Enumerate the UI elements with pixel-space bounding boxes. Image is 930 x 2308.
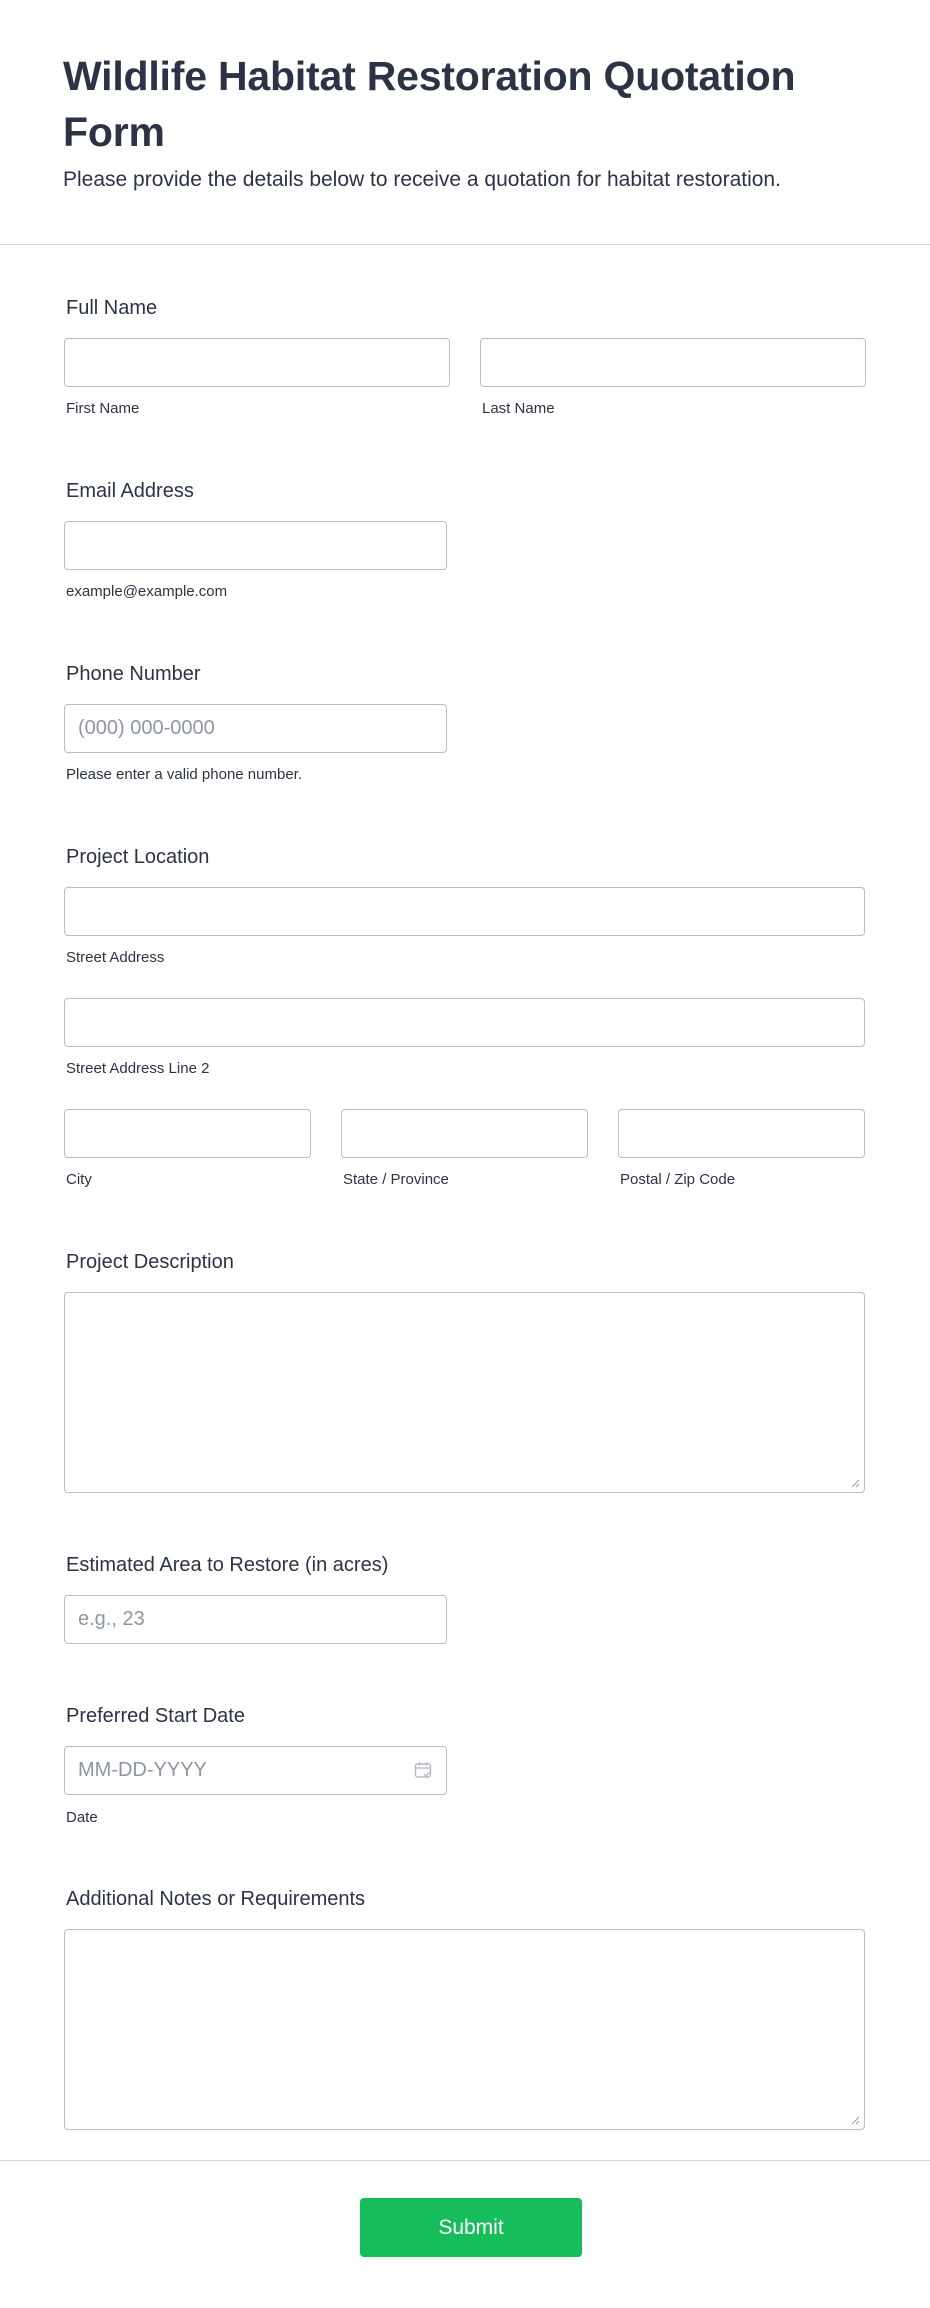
estimated-area-input[interactable] [64,1595,447,1644]
full-name-label: Full Name [66,297,158,319]
resize-grip-icon[interactable] [850,2115,860,2125]
start-date-label: Preferred Start Date [66,1705,245,1727]
calendar-icon[interactable] [413,1760,433,1780]
street-address-line2-input[interactable] [64,998,865,1047]
email-input[interactable] [64,521,447,570]
phone-sublabel: Please enter a valid phone number. [66,766,302,783]
project-description-textarea[interactable] [64,1292,865,1493]
postal-zip-sublabel: Postal / Zip Code [620,1171,736,1188]
form-header [0,0,930,245]
additional-notes-textarea[interactable] [64,1929,865,2130]
email-label: Email Address [66,480,194,502]
submit-button[interactable]: Submit [360,2198,582,2257]
last-name-input[interactable] [480,338,866,387]
first-name-input[interactable] [64,338,450,387]
state-province-input[interactable] [341,1109,588,1158]
city-sublabel: City [66,1171,92,1188]
start-date-input[interactable] [64,1746,447,1795]
phone-input[interactable] [64,704,447,753]
form-subtitle: Please provide the details below to receive a quotation for habitat restoration. [63,168,781,191]
postal-zip-input[interactable] [618,1109,865,1158]
footer-divider [0,2160,930,2161]
email-sublabel: example@example.com [66,583,228,600]
resize-grip-icon[interactable] [850,1478,860,1488]
estimated-area-label: Estimated Area to Restore (in acres) [66,1554,389,1576]
last-name-sublabel: Last Name [482,400,555,417]
phone-label: Phone Number [66,663,201,685]
form-title: Wildlife Habitat Restoration Quotation Form [63,53,796,155]
start-date-sublabel: Date [66,1809,98,1826]
project-description-label: Project Description [66,1251,234,1273]
street-address-input[interactable] [64,887,865,936]
project-location-label: Project Location [66,846,210,868]
additional-notes-label: Additional Notes or Requirements [66,1888,366,1910]
state-province-sublabel: State / Province [343,1171,449,1188]
city-input[interactable] [64,1109,311,1158]
street-address-sublabel: Street Address [66,949,165,966]
first-name-sublabel: First Name [66,400,140,417]
street-address-line2-sublabel: Street Address Line 2 [66,1060,210,1077]
